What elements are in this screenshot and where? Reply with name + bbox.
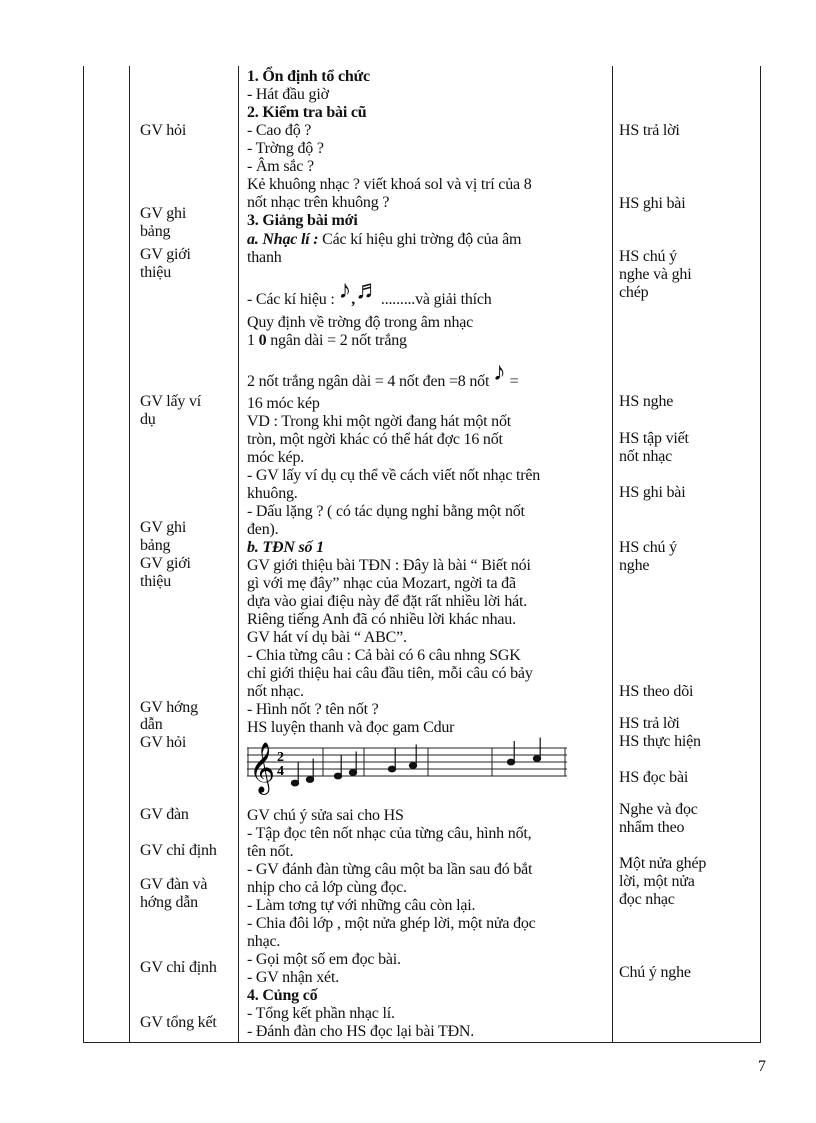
student-note: HS thực hiện (619, 733, 701, 750)
content-text: Các kí hiệu ghi trờng độ của âm (318, 231, 522, 248)
student-note: HS tập viết (619, 430, 689, 447)
student-note: HS trả lời (619, 122, 680, 139)
table-divider-2 (238, 66, 239, 1043)
teacher-note: GV chỉ định (140, 842, 217, 859)
content-text: = (505, 373, 519, 390)
note-f (349, 770, 356, 776)
teacher-note: GV hỏi (140, 122, 187, 139)
teacher-note: hớng dẫn (140, 894, 198, 911)
content-line: - Gọi một số em đọc bài. (247, 951, 401, 968)
content-line: gì với mẹ đây” nhạc của Mozart, ngời ta đã (247, 575, 516, 592)
table-divider-3 (612, 66, 613, 1043)
student-note: lời, một nửa (619, 873, 695, 890)
content-line: GV chú ý sửa sai cho HS (247, 807, 404, 824)
student-note: HS đọc bài (619, 769, 689, 786)
content-line: móc kép. (247, 449, 305, 466)
content-line (247, 275, 492, 308)
content-line: - Đánh đàn cho HS đọc lại bài TĐN. (247, 1023, 475, 1040)
content-line: khuông. (247, 485, 298, 502)
teacher-note: thiệu (140, 573, 171, 590)
student-note: nghe (619, 557, 650, 574)
student-note: nốt nhạc (619, 448, 673, 465)
student-note: HS chú ý (619, 248, 677, 265)
content-line: - Tổng kết phần nhạc lí. (247, 1005, 395, 1022)
content-line: - Làm tơng tự với những câu còn lại. (247, 897, 476, 914)
content-line: nhạc. (247, 933, 281, 950)
teacher-note: GV đàn và (140, 876, 208, 893)
content-line: GV hát ví dụ bài “ ABC”. (247, 629, 407, 646)
student-note: HS ghi bài (619, 195, 686, 212)
student-note: HS chú ý (619, 539, 677, 556)
content-line: - Hát đầu giờ (247, 86, 329, 103)
content-line: Riêng tiếng Anh đã có nhiều lời khác nhau. (247, 611, 516, 628)
note-d (306, 777, 313, 783)
content-line (247, 232, 521, 248)
content-line: - GV lấy ví dụ cụ thể về cách viết nốt nhạc trên (247, 467, 541, 484)
teacher-note: GV hớng (140, 699, 198, 716)
teacher-note: GV giới (140, 555, 191, 572)
eighth-note-icon: ♪ (493, 357, 506, 386)
content-text: - Các kí hiệu : (247, 291, 339, 308)
note-c (291, 780, 298, 786)
content-line: thanh (247, 249, 282, 266)
content-line: nhịp cho cả lớp cùng đọc. (247, 879, 407, 896)
content-line: - GV nhận xét. (247, 969, 339, 986)
content-line: - Chia đôi lớp , một nửa ghép lời, một nửa đọc (247, 915, 536, 932)
teacher-note: bảng (140, 223, 171, 240)
student-note: Một nửa ghép (619, 855, 707, 872)
content-line: nốt nhạc trên khuông ? (247, 194, 390, 211)
student-note: chép (619, 284, 649, 301)
student-note: HS ghi bài (619, 484, 686, 501)
content-text: 1 (247, 332, 259, 349)
section-heading-3: 3. Giảng bài mới (247, 212, 358, 229)
table-bottom-border (83, 1042, 761, 1043)
content-line: - Cao độ ? (247, 122, 312, 139)
content-line: - Chia từng câu : Cả bài có 6 câu nhng SGK (247, 647, 521, 664)
content-line (247, 357, 519, 390)
time-signature-bottom: 4 (277, 764, 284, 779)
content-text: .........và giải thích (380, 291, 492, 308)
teacher-note: GV tổng kết (140, 1014, 217, 1031)
teacher-note: thiệu (140, 264, 171, 281)
teacher-note: GV chỉ định (140, 959, 217, 976)
student-note: Chú ý nghe (619, 964, 691, 981)
teacher-note: GV lấy ví (140, 393, 202, 410)
teacher-note: GV ghi (140, 519, 187, 536)
content-text: 2 nốt trắng ngân dài = 4 nốt đen =8 nốt (247, 373, 494, 390)
section-heading-4: 4. Củng cố (247, 987, 318, 1004)
content-line: - Trờng độ ? (247, 140, 324, 157)
teacher-note: GV hỏi (140, 734, 187, 751)
teacher-note: bảng (140, 537, 171, 554)
student-note: Nghe và đọc (619, 801, 698, 818)
content-line: Kẻ khuông nhạc ? viết khoá sol và vị trí của 8 (247, 176, 532, 193)
note-e (334, 773, 341, 779)
table-divider-1 (129, 66, 130, 1043)
page-number: 7 (758, 1058, 766, 1075)
eighth-note-icon: ♪ (338, 275, 352, 304)
content-line: - Tập đọc tên nốt nhạc của từng câu, hình nốt, (247, 825, 532, 842)
content-line: Quy định về trờng độ trong âm nhạc (247, 314, 474, 331)
teacher-note: dẫn (140, 716, 163, 733)
student-note: HS trả lời (619, 715, 680, 732)
content-text: ngân dài = 2 nốt trắng (266, 332, 407, 349)
content-line: tên nốt. (247, 843, 294, 860)
content-line: - Hình nốt ? tên nốt ? (247, 701, 379, 718)
table-border-left (83, 66, 84, 1043)
teacher-note: GV đàn (140, 806, 189, 823)
comma: , (351, 291, 356, 308)
content-line: chỉ giới thiệu hai câu đầu tiên, mỗi câu có bảy (247, 665, 533, 682)
subheading-sight-reading: b. TĐN số 1 (247, 539, 324, 556)
beamed-notes-icon: ♬ (355, 275, 381, 304)
teacher-note: GV ghi (140, 205, 187, 222)
content-line: - GV đánh đàn từng câu một ba lần sau đó bắt (247, 861, 533, 878)
content-line (247, 333, 407, 349)
note-a (409, 763, 416, 769)
note-b (507, 759, 514, 765)
content-line: VD : Trong khi một ngời đang hát một nốt (247, 413, 512, 430)
student-note: nghe và ghi (619, 266, 692, 283)
student-note: HS theo dõi (619, 683, 694, 700)
subheading-theory: a. Nhạc lí : (247, 231, 319, 248)
note-g (388, 766, 395, 772)
content-line: đen). (247, 521, 279, 538)
content-line: HS luyện thanh và đọc gam Cdur (247, 719, 455, 736)
teacher-note: GV giới (140, 246, 191, 263)
content-line: - Dấu lặng ? ( có tác dụng nghỉ bằng một nốt (247, 503, 525, 520)
note-c-high (533, 756, 540, 762)
content-line: 16 móc kép (247, 395, 320, 412)
section-heading-1: 1. Ổn định tổ chức (247, 68, 370, 85)
content-line: GV giới thiệu bài TĐN : Đây là bài “ Biết nói (247, 557, 531, 574)
c-major-scale-staff (247, 736, 569, 796)
section-heading-2: 2. Kiểm tra bài cũ (247, 104, 367, 121)
content-line: - Âm sắc ? (247, 158, 314, 175)
content-line: nốt nhạc. (247, 683, 304, 700)
whole-note-icon: 0 (258, 332, 267, 349)
treble-clef-icon: 𝄞 (249, 742, 276, 793)
content-line: tròn, một ngời khác có thể hát đợc 16 nốt (247, 431, 503, 448)
table-border-right (760, 66, 761, 1043)
content-line: dựa vào giai điệu này để đặt rất nhiều lời hát. (247, 593, 528, 610)
teacher-note: dụ (140, 411, 156, 428)
time-signature-top: 2 (277, 750, 284, 765)
student-note: HS nghe (619, 393, 674, 410)
student-note: nhẩm theo (619, 819, 685, 836)
student-note: đọc nhạc (619, 891, 675, 908)
